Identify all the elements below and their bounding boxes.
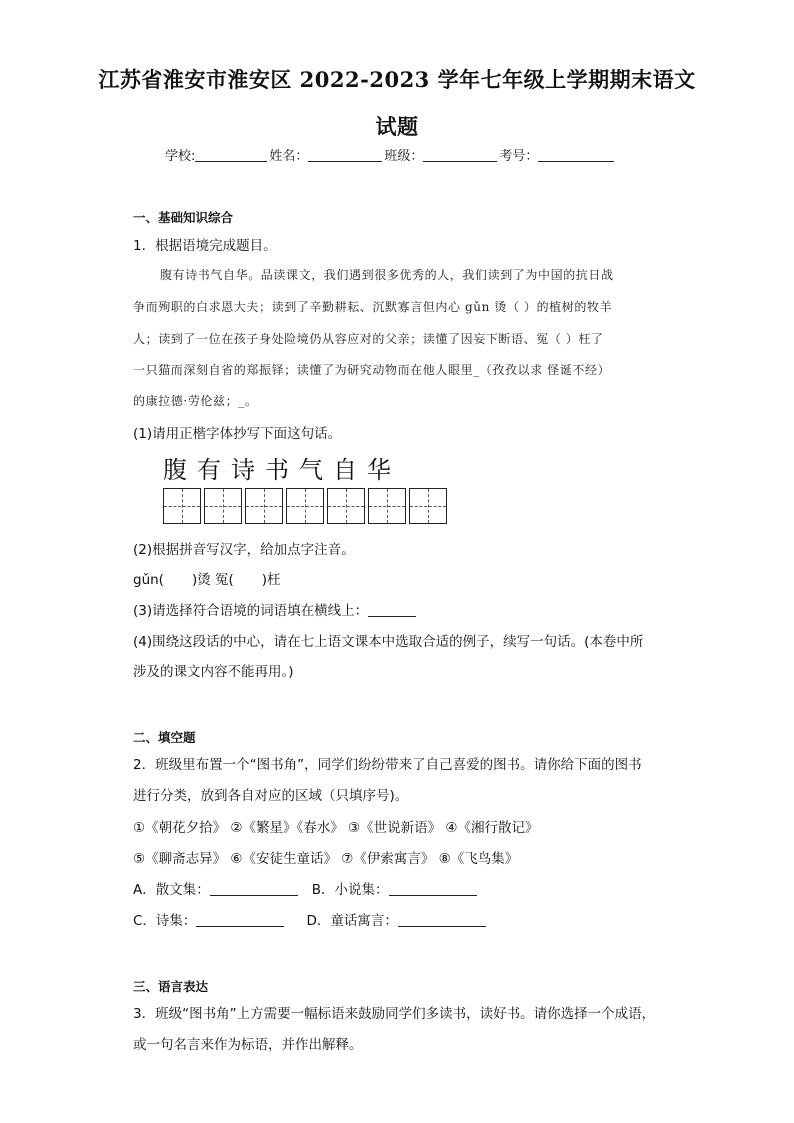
sub-question-3 <box>133 599 416 619</box>
option-a-blank[interactable] <box>210 882 298 896</box>
tianzige-cell[interactable] <box>163 488 201 524</box>
pinyin-part-c: )枉 <box>261 572 281 588</box>
exam-title-line1: 江苏省淮安市淮安区 2022-2023 学年七年级上学期期末语文 <box>98 67 696 92</box>
sub-question-3-blank[interactable] <box>368 603 416 617</box>
student-info-row <box>165 145 616 164</box>
exam-title-line2: 试题 <box>375 114 419 139</box>
pinyin-row <box>133 568 281 588</box>
option-row-cd <box>133 909 486 929</box>
school-blank[interactable] <box>195 148 267 162</box>
option-b-blank[interactable] <box>389 882 477 896</box>
passage-line-4: 一只猫而深刻自省的郑振铎；读懂了为研究动物而在他人眼里_（孜孜以求 怪诞不经） <box>133 363 611 377</box>
q2-line2: 进行分类，放到各自对应的区域（只填序号)。 <box>133 788 409 804</box>
calligraphy-sample: 腹有诗书气自华 <box>163 456 401 484</box>
sub-question-4-line1: (4)围绕这段话的中心，请在七上语文课本中选取合适的例子，续写一句话。(本卷中所 <box>133 634 644 650</box>
section2-heading: 二、填空题 <box>133 730 196 745</box>
section1-heading: 一、基础知识综合 <box>133 210 234 225</box>
option-c-label: C．诗集： <box>133 913 197 929</box>
passage-line-5: 的康拉德·劳伦兹；_。 <box>133 394 258 408</box>
tianzige-cell[interactable] <box>327 488 365 524</box>
option-a-label: A．散文集： <box>133 882 210 898</box>
class-blank[interactable] <box>423 148 497 162</box>
q2-line1: 2．班级里布置一个“图书角”，同学们纷纷带来了自己喜爱的图书。请你给下面的图书 <box>133 757 642 773</box>
number-label: 考号： <box>499 149 539 164</box>
sub-question-4-line2: 涉及的课文内容不能再用。) <box>133 664 294 680</box>
tianzige-cell[interactable] <box>409 488 447 524</box>
class-label: 班级： <box>384 149 424 164</box>
tianzige-cell[interactable] <box>245 488 283 524</box>
option-row-ab <box>133 878 477 898</box>
sub-question-3-text: (3)请选择符合语境的词语填在横线上： <box>133 603 369 619</box>
pinyin-part-a: gǔn( <box>133 572 164 588</box>
tianzige-cell[interactable] <box>204 488 242 524</box>
number-blank[interactable] <box>538 148 614 162</box>
q3-line1: 3．班级“图书角”上方需要一幅标语来鼓励同学们多读书，读好书。请你选择一个成语， <box>133 1006 656 1022</box>
option-d-label: D．童话寓言： <box>306 913 398 929</box>
sub-question-2: (2)根据拼音写汉字，给加点字注音。 <box>133 542 355 558</box>
school-label: 学校: <box>165 149 196 164</box>
passage-line-3: 人；读到了一位在孩子身处险境仍从容应对的父亲；读懂了因妄下断语、冤（ ）枉了 <box>133 332 604 346</box>
tianzige-cell[interactable] <box>286 488 324 524</box>
tianzige-cell[interactable] <box>368 488 406 524</box>
option-b-label: B．小说集： <box>311 882 389 898</box>
option-d-blank[interactable] <box>398 913 486 927</box>
q3-line2: 或一句名言来作为标语，并作出解释。 <box>133 1037 363 1053</box>
sub-question-1: (1)请用正楷字体抄写下面这句话。 <box>133 426 342 442</box>
passage-line-2: 争而殉职的白求恩大夫；读到了辛勤耕耘、沉默寡言但内心 gǔn 烫（ ）的植树的牧羊 <box>133 300 613 314</box>
book-list-line1: ①《朝花夕拾》 ②《繁星》《春水》 ③《世说新语》 ④《湘行散记》 <box>133 820 539 836</box>
pinyin-part-b: )烫 冤( <box>191 572 234 588</box>
book-list-line2: ⑤《聊斋志异》 ⑥《安徒生童话》 ⑦《伊索寓言》 ⑧《飞鸟集》 <box>133 851 519 867</box>
passage-line-1: 腹有诗书气自华。品读课文，我们遇到很多优秀的人，我们读到了为中国的抗日战 <box>160 268 614 282</box>
section3-heading: 三、语言表达 <box>133 979 209 994</box>
name-label: 姓名： <box>269 149 309 164</box>
option-c-blank[interactable] <box>196 913 284 927</box>
name-blank[interactable] <box>308 148 382 162</box>
tianzige-grid <box>163 488 450 526</box>
q1-stem: 1．根据语境完成题目。 <box>133 238 277 254</box>
